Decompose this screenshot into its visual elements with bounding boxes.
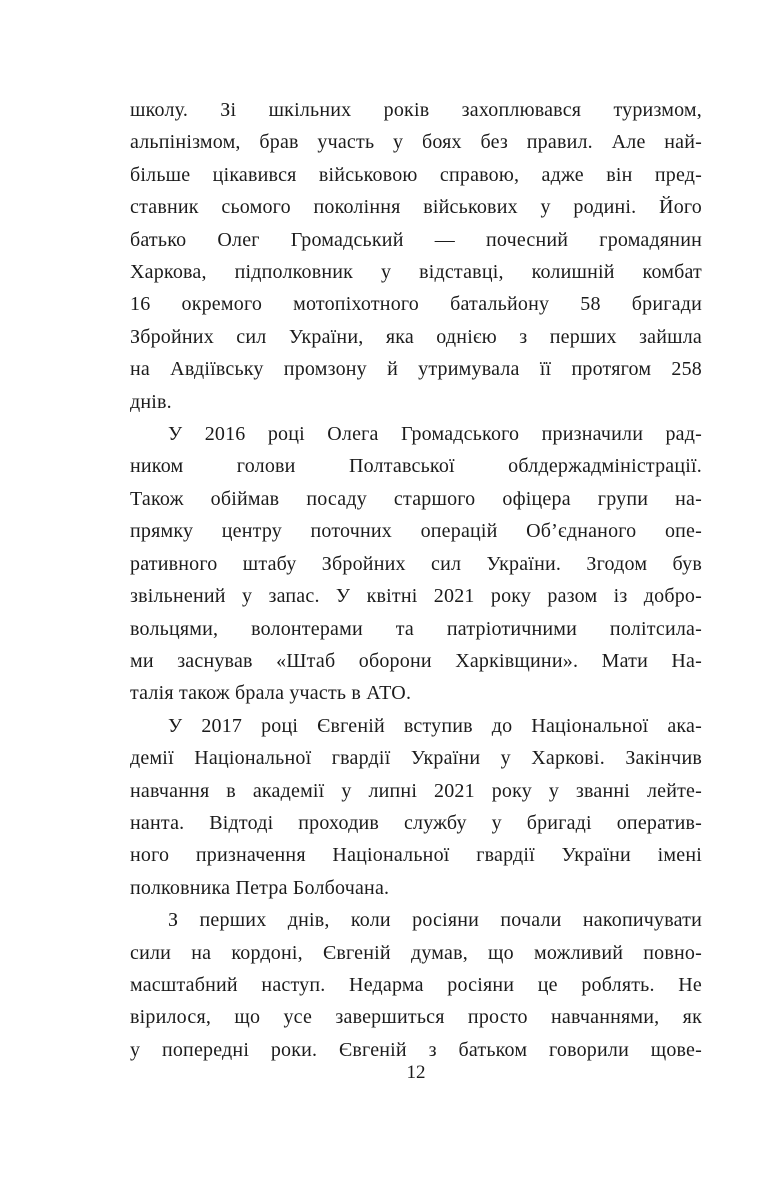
paragraph xyxy=(130,904,702,1066)
text-line: З перших днів, коли росіяни почали накопичувати xyxy=(168,909,702,932)
text-line: вольцями, волонтерами та патріотичними політсила- xyxy=(130,617,702,640)
text-line: більше цікавився військовою справою, адже він пред- xyxy=(130,163,702,186)
text-line: Також обіймав посаду старшого офіцера групи на- xyxy=(130,487,702,510)
text-line: сили на кордоні, Євгеній думав, що можливий повно- xyxy=(130,941,702,964)
page-number: 12 xyxy=(406,1062,426,1083)
text-line: звільнений у запас. У квітні 2021 року разом із добро- xyxy=(130,585,702,608)
text-line: Харкова, підполковник у відставці, колишній комбат xyxy=(130,261,702,284)
text-line: батько Олег Громадський — почесний громадянин xyxy=(130,228,702,251)
page-text xyxy=(130,94,702,1066)
text-line: полковника Петра Болбочана. xyxy=(130,876,390,899)
paragraph xyxy=(130,418,702,710)
text-line: масштабний наступ. Недарма росіяни це роблять. Не xyxy=(130,973,702,996)
text-line: нанта. Відтоді проходив службу у бригаді оператив- xyxy=(130,811,702,834)
text-line: У 2016 році Олега Громадського призначили рад- xyxy=(168,423,702,446)
text-line: У 2017 році Євгеній вступив до Національної ака- xyxy=(168,714,702,737)
text-line: навчання в академії у липні 2021 року у званні лейте- xyxy=(130,779,702,802)
text-line: на Авдіївську промзону й утримувала її протягом 258 xyxy=(130,358,702,381)
text-line: у попередні роки. Євгеній з батьком говорили щове- xyxy=(130,1038,702,1061)
text-line: прямку центру поточних операцій Об’єднаного опе- xyxy=(130,520,702,543)
text-line: ного призначення Національної гвардії України імені xyxy=(130,844,702,867)
text-line: Збройних сил України, яка однією з перших зайшла xyxy=(130,325,702,348)
text-line: талія також брала участь в АТО. xyxy=(130,682,412,705)
text-line: демії Національної гвардії України у Харкові. Закінчив xyxy=(130,747,702,770)
text-line: школу. Зі шкільних років захоплювався туризмом, xyxy=(130,99,702,121)
text-line: ником голови Полтавської облдержадміністрації. xyxy=(130,455,702,478)
text-line: ративного штабу Збройних сил України. Згодом був xyxy=(130,552,702,575)
text-line: днів. xyxy=(130,390,172,413)
text-line: альпінізмом, брав участь у боях без правил. Але най- xyxy=(130,131,702,154)
text-line: вірилося, що усе завершиться просто навчаннями, як xyxy=(130,1006,702,1029)
text-line: ми заснував «Штаб оборони Харківщини». Мати На- xyxy=(130,649,702,672)
paragraph xyxy=(130,94,702,418)
paragraph xyxy=(130,710,702,904)
text-line: 16 окремого мотопіхотного батальйону 58 бригади xyxy=(130,293,702,316)
text-line: ставник сьомого покоління військових у родині. Його xyxy=(130,196,702,219)
